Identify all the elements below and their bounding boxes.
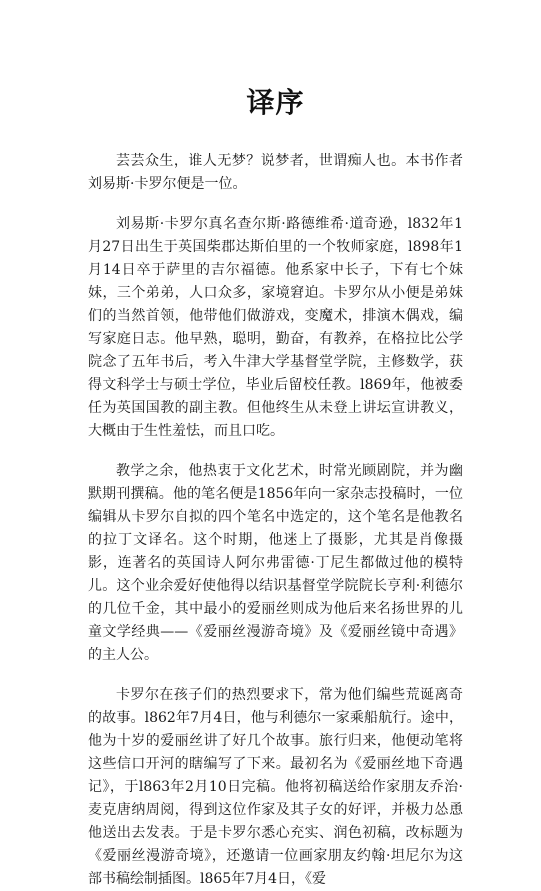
paragraph-2: 刘易斯·卡罗尔真名查尔斯·路德维希·道奇逊，l832年1月27日出生于英国柴郡达斯伯里的一个牧师家庭，l898年1月14日卒于萨里的吉尔福德。他系家中长子，下有七个妹妹，三个弟弟，人口众多，家境窘迫。卡罗尔从小便是弟妹们的当然首领，他带他们做游戏，变魔术，排演木偶戏，编写家庭日志。他早熟，聪明，勤奋，有教养，在格拉比公学院念了五年书后，考入牛津大学基督堂学院，主修数学，获得文科学士与硕士学位，毕业后留校任教。l869年，他被委任为英国国教的副主教。但他终生从未登上讲坛宣讲教义，大概由于生性羞怯，而且口吃。 [88,216,463,439]
paragraph-1: 芸芸众生，谁人无梦？说梦者，世谓痴人也。本书作者刘易斯·卡罗尔便是一位。 [88,153,463,192]
paragraph-4: 卡罗尔在孩子们的热烈要求下，常为他们编些荒诞离奇的故事。l862年7月4日，他与利德尔一家乘船航行。途中，他为十岁的爱丽丝讲了好几个故事。旅行归来，他便动笔将这些信口开河的瞎编写了下来。最初名为《爱丽丝地下奇遇记》，于l863年2月10日完稿。他将初稿送给作家朋友乔治·麦克唐纳周阅，得到这位作家及其子女的好评，并极力怂恿他送出去发表。于是卡罗尔悉心充实、润色初稿，改标题为《爱丽丝漫游奇境》，还邀请一位画家朋友约翰·坦尼尔为这部书稿绘制插图。l865年7月4日，《爱 [88,687,463,887]
page-title: 译序 [246,86,305,119]
paragraph-3: 教学之余，他热衷于文化艺术，时常光顾剧院，并为幽默期刊撰稿。他的笔名便是1856年向一家杂志投稿时，一位编辑从卡罗尔自拟的四个笔名中选定的，这个笔名是他教名的拉丁文译名。这个时期，他迷上了摄影，尤其是肖像摄影，连著名的英国诗人阿尔弗雷德·丁尼生都做过他的模特儿。这个业余爱好使他得以结识基督堂学院院长亨利·利德尔的几位千金，其中最小的爱丽丝则成为他后来名扬世界的儿童文学经典——《爱丽丝漫游奇境》及《爱丽丝镜中奇遇》的主人公。 [88,463,463,663]
